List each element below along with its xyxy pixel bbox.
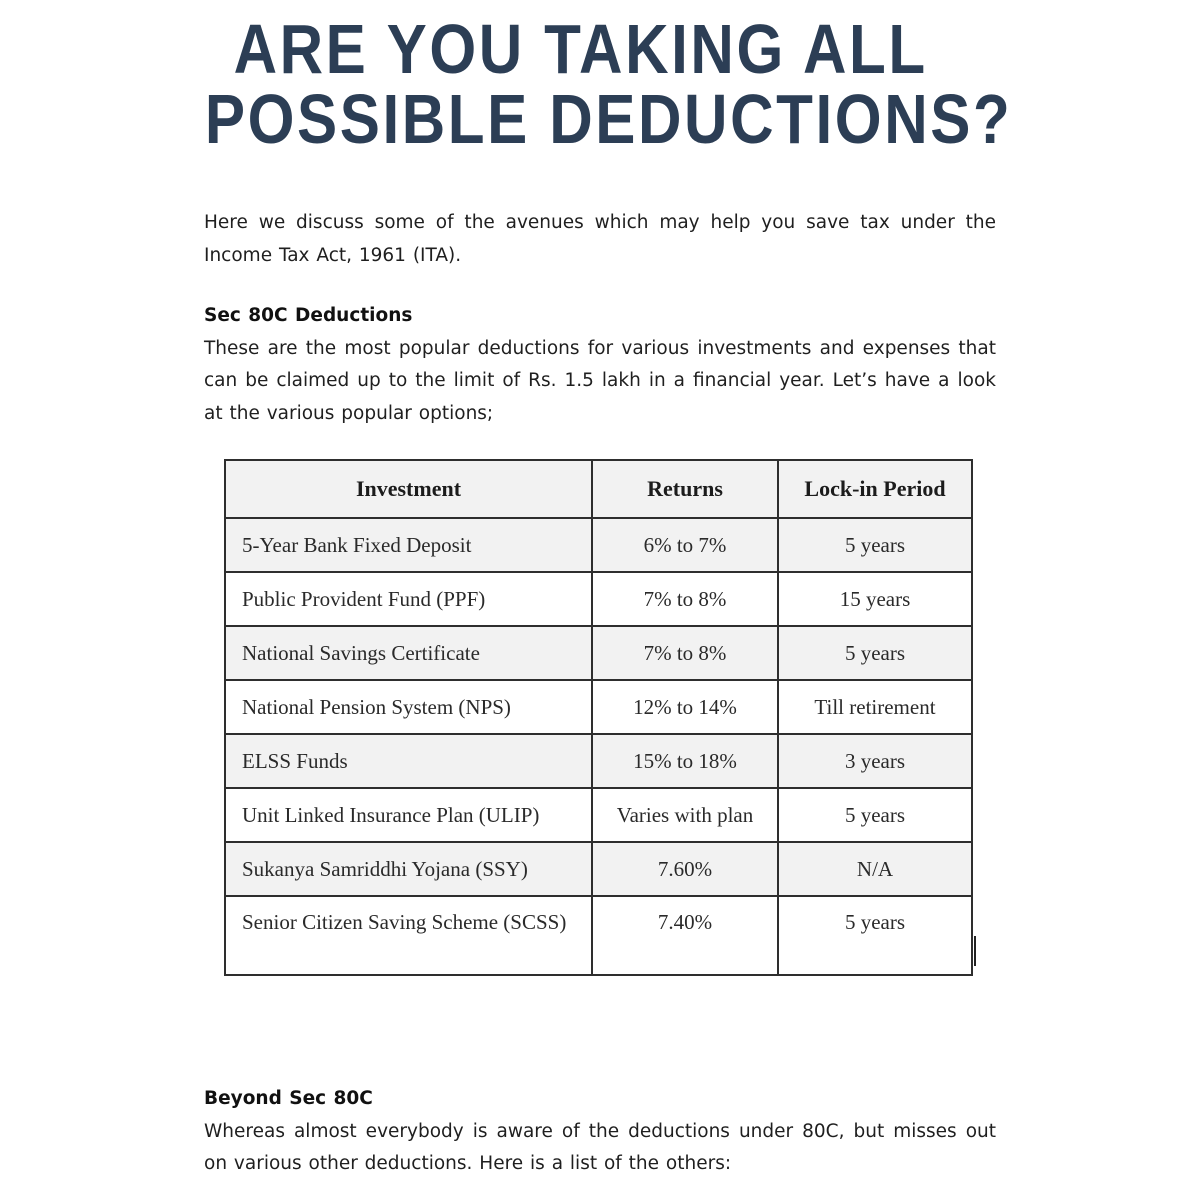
returns-cell: 12% to 14%: [592, 680, 778, 734]
table-row: [225, 788, 972, 842]
returns-cell: 15% to 18%: [592, 734, 778, 788]
page-title: [84, 10, 1116, 158]
table-row: [225, 518, 972, 572]
table-row: [225, 842, 972, 896]
returns-cell: 7% to 8%: [592, 572, 778, 626]
lock-in-cell: 5 years: [778, 896, 972, 975]
table-row: [225, 734, 972, 788]
investment-cell: Senior Citizen Saving Scheme (SCSS): [225, 896, 592, 975]
column-header-investment: Investment: [225, 460, 592, 518]
lock-in-cell: 5 years: [778, 626, 972, 680]
investment-cell: 5-Year Bank Fixed Deposit: [225, 518, 592, 572]
lock-in-cell: N/A: [778, 842, 972, 896]
lock-in-cell: 5 years: [778, 788, 972, 842]
investment-cell: Unit Linked Insurance Plan (ULIP): [225, 788, 592, 842]
sec-80c-paragraph: These are the most popular deductions for various investments and expenses that can be claimed up to the limit of Rs. 1.5 lakh in a financial year. Let’s have a look at the various popular options;: [204, 337, 996, 424]
investment-cell: Public Provident Fund (PPF): [225, 572, 592, 626]
page-title-line-1: ARE YOU TAKING ALL: [233, 10, 928, 88]
text-cursor: [974, 936, 976, 966]
lock-in-cell: 3 years: [778, 734, 972, 788]
beyond-80c-heading: Beyond Sec 80C: [204, 1088, 373, 1109]
returns-cell: 6% to 7%: [592, 518, 778, 572]
table-row: [225, 572, 972, 626]
returns-cell: 7.60%: [592, 842, 778, 896]
investment-table-container: [224, 459, 973, 976]
investment-cell: ELSS Funds: [225, 734, 592, 788]
intro-section: [204, 207, 996, 272]
lock-in-cell: Till retirement: [778, 680, 972, 734]
table-row: [225, 626, 972, 680]
table-row: [225, 680, 972, 734]
intro-paragraph: Here we discuss some of the avenues which may help you save tax under the Income Tax Act, 1961 (ITA).: [204, 212, 996, 266]
lock-in-cell: 15 years: [778, 572, 972, 626]
beyond-80c-paragraph: Whereas almost everybody is aware of the deductions under 80C, but misses out on various other deductions. Here is a list of the others:: [204, 1120, 996, 1174]
returns-cell: 7% to 8%: [592, 626, 778, 680]
returns-cell: Varies with plan: [592, 788, 778, 842]
beyond-80c-section: [204, 1083, 996, 1181]
sec-80c-heading: Sec 80C Deductions: [204, 305, 413, 326]
page-title-line-2: POSSIBLE DEDUCTIONS?: [204, 80, 1013, 158]
table-header-row: [225, 460, 972, 518]
table-row: [225, 896, 972, 975]
column-header-returns: Returns: [592, 460, 778, 518]
investment-cell: National Pension System (NPS): [225, 680, 592, 734]
sec-80c-section: [204, 300, 996, 430]
lock-in-cell: 5 years: [778, 518, 972, 572]
investment-cell: Sukanya Samriddhi Yojana (SSY): [225, 842, 592, 896]
investment-table: [224, 459, 973, 976]
column-header-lock-in-period: Lock-in Period: [778, 460, 972, 518]
investment-cell: National Savings Certificate: [225, 626, 592, 680]
returns-cell: 7.40%: [592, 896, 778, 975]
